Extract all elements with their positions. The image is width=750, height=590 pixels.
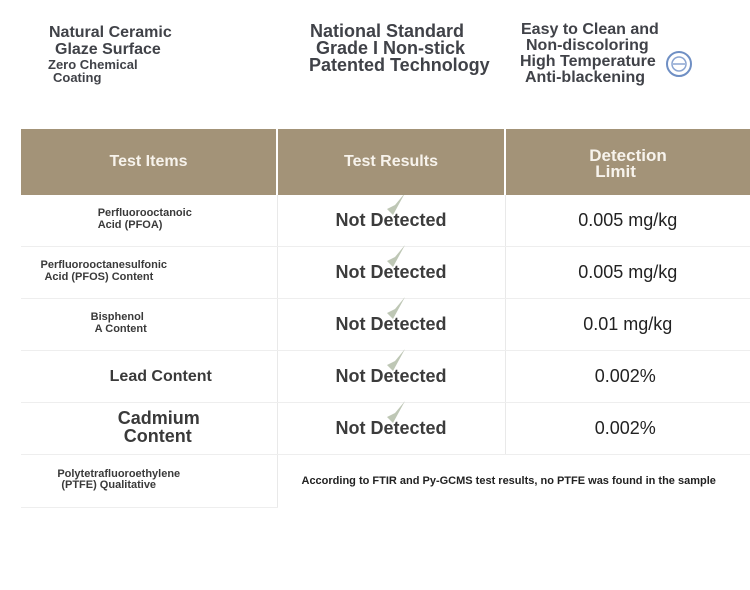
item-label: Acid (PFOA) xyxy=(97,218,163,231)
item-label: Content xyxy=(123,425,192,446)
result-cell xyxy=(277,195,505,247)
result-value: Not Detected xyxy=(335,366,447,386)
item-label: Perfluorooctanesulfonic xyxy=(40,259,168,272)
ptfe-note: According to FTIR and Py-GCMS test results, no PTFE was found in the sample xyxy=(301,475,716,488)
limit-value: 0.005 mg/kg xyxy=(578,262,678,282)
item-cell xyxy=(21,299,277,351)
limit-cell xyxy=(505,195,750,247)
limit-cell xyxy=(505,247,750,299)
test-results-table xyxy=(21,129,750,508)
table-row xyxy=(21,299,750,351)
feature-line: Anti-blackening xyxy=(525,69,646,86)
ptfe-note-cell xyxy=(277,455,750,508)
feature-line: Patented Technology xyxy=(309,55,490,76)
table-header-row xyxy=(21,129,750,195)
checkmark-icon xyxy=(385,191,407,217)
feature-line: Glaze Surface xyxy=(55,41,161,58)
checkmark-icon xyxy=(385,243,407,269)
item-cell xyxy=(21,351,277,403)
result-cell xyxy=(277,247,505,299)
result-value: Not Detected xyxy=(335,418,447,438)
item-cell xyxy=(21,455,277,508)
result-value: Not Detected xyxy=(335,314,447,334)
limit-cell xyxy=(505,299,750,351)
item-label: Polytetrafluoroethylene xyxy=(57,467,181,480)
item-cell xyxy=(21,247,277,299)
feature-national-standard xyxy=(310,23,490,74)
limit-value: 0.01 mg/kg xyxy=(583,314,673,334)
item-label: A Content xyxy=(94,322,147,335)
header-detection-line: Detection xyxy=(589,145,667,165)
checkmark-icon xyxy=(385,347,407,373)
item-label: Acid (PFOS) Content xyxy=(44,270,154,283)
feature-line: Natural Ceramic xyxy=(49,24,172,41)
item-label: Cadmium xyxy=(117,408,200,429)
limit-value: 0.002% xyxy=(594,418,656,438)
feature-line: Zero Chemical xyxy=(48,57,138,72)
header-test-items: Test Items xyxy=(21,129,277,195)
item-cell xyxy=(21,195,277,247)
result-value: Not Detected xyxy=(335,262,447,282)
feature-line: Non-discoloring xyxy=(526,37,649,54)
limit-value: 0.005 mg/kg xyxy=(578,210,678,230)
header-limit-line: Limit xyxy=(595,162,636,182)
table-row xyxy=(21,351,750,403)
feature-line: Grade I Non-stick xyxy=(316,38,466,59)
item-label: Lead Content xyxy=(109,367,212,385)
checkmark-icon xyxy=(385,399,407,425)
limit-value: 0.002% xyxy=(594,366,656,386)
limit-cell xyxy=(505,351,750,403)
table-row xyxy=(21,403,750,455)
header-detection-limit xyxy=(505,129,750,195)
result-cell xyxy=(277,299,505,351)
header-test-results: Test Results xyxy=(277,129,505,195)
item-label: Bisphenol xyxy=(90,311,144,324)
feature-line: National Standard xyxy=(310,21,465,41)
result-value: Not Detected xyxy=(335,210,447,230)
table-row xyxy=(21,247,750,299)
checkmark-icon xyxy=(385,295,407,321)
feature-line: Easy to Clean and xyxy=(521,21,659,38)
certification-seal-icon xyxy=(666,51,692,77)
feature-easy-clean xyxy=(521,22,659,86)
feature-line: High Temperature xyxy=(520,53,656,70)
item-label: Perfluorooctanoic xyxy=(97,207,192,220)
item-label: (PTFE) Qualitative xyxy=(61,479,157,492)
item-cell xyxy=(21,403,277,455)
feature-natural-ceramic xyxy=(49,25,172,84)
table-row-ptfe xyxy=(21,455,750,508)
limit-cell xyxy=(505,403,750,455)
result-cell xyxy=(277,403,505,455)
table-row xyxy=(21,195,750,247)
result-cell xyxy=(277,351,505,403)
feature-line: Coating xyxy=(53,70,102,85)
